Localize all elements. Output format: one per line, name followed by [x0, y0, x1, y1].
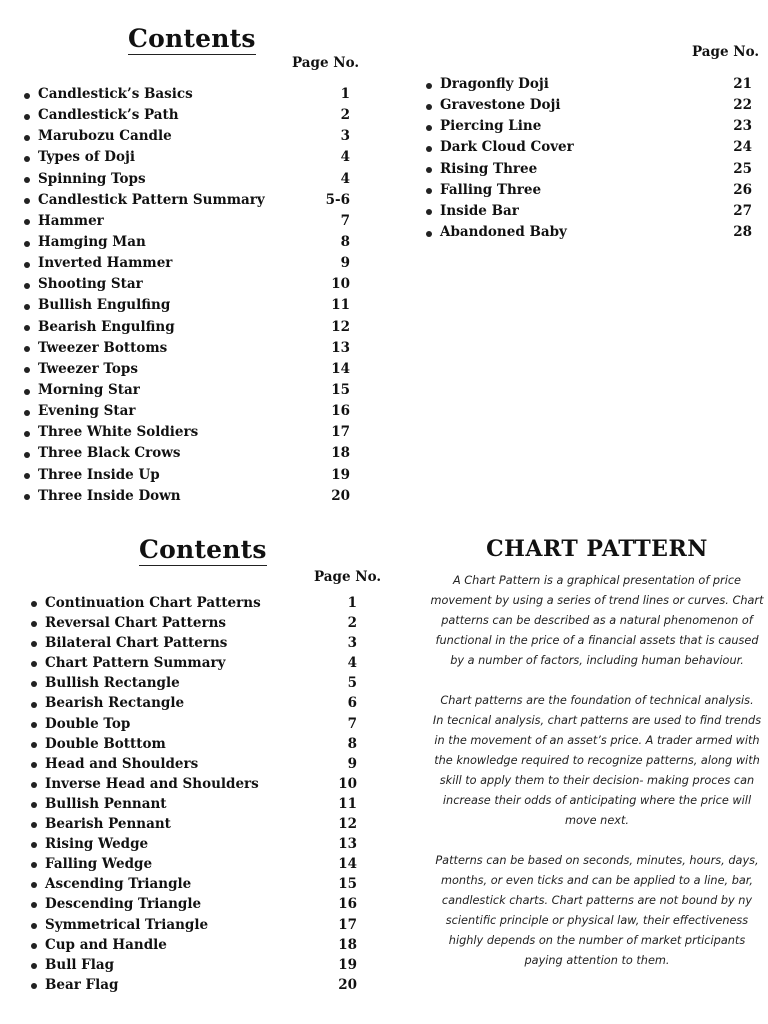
toc-entry [31, 956, 361, 976]
bullet-icon [426, 231, 432, 237]
chart-pattern-paragraph [424, 851, 768, 971]
paragraph-line: Patterns can be based on seconds, minutes, hours, days, [435, 854, 759, 867]
bullet-icon [24, 262, 30, 268]
bullet-icon [24, 410, 30, 416]
bullet-icon [24, 452, 30, 458]
bullet-icon [31, 902, 37, 908]
toc-entry [426, 75, 754, 96]
toc-entry [426, 181, 754, 202]
bullet-icon [426, 104, 432, 110]
bullet-icon [24, 367, 30, 373]
paragraph-line: candlestick charts. Chart patterns are not bound by ny [441, 894, 753, 907]
toc-entry [31, 895, 361, 915]
toc-entry-label: Inverse Head and Shoulders [45, 775, 259, 792]
paragraph-line: patterns can be described as a natural phenomenon of [441, 614, 753, 627]
toc-entry-page: 20 [331, 487, 350, 504]
paragraph-line: Chart patterns are the foundation of technical analysis. [440, 694, 754, 707]
toc-entry-page: 13 [338, 836, 357, 853]
toc-entry [31, 614, 361, 634]
toc-entry-page: 18 [338, 936, 357, 953]
toc-entry-page: 13 [331, 339, 350, 356]
bullet-icon [426, 125, 432, 131]
toc-entry-page: 26 [733, 181, 752, 198]
toc-entry-page: 8 [347, 735, 357, 752]
bullet-icon [31, 601, 37, 607]
toc-entry [24, 106, 360, 127]
toc-entry-label: Bullish Pennant [45, 795, 167, 812]
bullet-icon [31, 963, 37, 969]
toc-entry-label: Falling Wedge [45, 856, 153, 873]
paragraph-line: highly depends on the number of market prticipants [448, 934, 746, 947]
toc-entry [31, 654, 361, 674]
toc-entry [31, 855, 361, 875]
toc-entry-label: Falling Three [440, 181, 542, 198]
bullet-icon [24, 494, 30, 500]
toc-entry [24, 233, 360, 254]
bullet-icon [426, 167, 432, 173]
toc-entry [31, 815, 361, 835]
toc-entry-page: 16 [331, 403, 350, 420]
toc-entry [426, 96, 754, 117]
bullet-icon [31, 802, 37, 808]
toc-entry-page: 2 [347, 615, 357, 632]
toc-entry [31, 775, 361, 795]
toc-entry-label: Chart Pattern Summary [45, 655, 226, 672]
toc-entry [31, 735, 361, 755]
toc-entry [24, 275, 360, 296]
toc-entry [24, 296, 360, 317]
toc-entry [31, 674, 361, 694]
toc-entry [24, 402, 360, 423]
toc-entry-label: Rising Three [440, 160, 538, 177]
bullet-icon [24, 219, 30, 225]
toc-entry-label: Evening Star [38, 403, 136, 420]
toc-entry-page: 10 [331, 276, 350, 293]
paragraph-line: months, or even ticks and can be applied to a line, bar, [440, 874, 753, 887]
bullet-icon [31, 842, 37, 848]
toc-list-chart-patterns [31, 594, 361, 996]
toc-entry-page: 2 [340, 107, 350, 124]
toc-entry-label: Three Inside Up [38, 466, 160, 483]
toc-entry-label: Morning Star [38, 381, 140, 398]
paragraph-line: scientific principle or physical law, their effectiveness [445, 914, 749, 927]
toc-entry [24, 318, 360, 339]
toc-entry-label: Double Botttom [45, 735, 166, 752]
toc-entry [24, 381, 360, 402]
bullet-icon [24, 198, 30, 204]
bullet-icon [24, 283, 30, 289]
toc-entry-label: Bullish Rectangle [45, 675, 180, 692]
toc-entry-page: 28 [733, 223, 752, 240]
paragraph-line: skill to apply them to their decision- making proces can [439, 774, 755, 787]
contents-heading-2: Contents [139, 535, 267, 564]
toc-entry [24, 85, 360, 106]
toc-entry [31, 835, 361, 855]
toc-entry-page: 25 [733, 160, 752, 177]
bullet-icon [31, 641, 37, 647]
paragraph-line: increase their odds of anticipating where the price will [442, 794, 752, 807]
toc-entry [31, 795, 361, 815]
toc-entry-label: Marubozu Candle [38, 128, 172, 145]
toc-entry-page: 19 [338, 956, 357, 973]
toc-entry [31, 715, 361, 735]
toc-entry-label: Shooting Star [38, 276, 143, 293]
bullet-icon [31, 882, 37, 888]
toc-entry-page: 5 [347, 675, 357, 692]
chart-pattern-body [424, 571, 768, 991]
toc-entry [24, 170, 360, 191]
bullet-icon [426, 209, 432, 215]
toc-entry-page: 18 [331, 445, 350, 462]
bullet-icon [24, 346, 30, 352]
toc-entry-label: Inverted Hammer [38, 255, 173, 272]
page-no-header-3: Page No. [314, 569, 382, 585]
toc-entry [426, 160, 754, 181]
toc-entry [24, 423, 360, 444]
toc-entry-label: Cup and Handle [45, 936, 167, 953]
bullet-icon [24, 135, 30, 141]
toc-entry-label: Spinning Tops [38, 170, 146, 187]
toc-entry-page: 9 [347, 755, 357, 772]
toc-entry-page: 24 [733, 139, 752, 156]
chart-pattern-paragraph [424, 691, 768, 831]
bullet-icon [31, 943, 37, 949]
toc-entry-label: Rising Wedge [45, 836, 149, 853]
bullet-icon [31, 762, 37, 768]
bullet-icon [426, 188, 432, 194]
bullet-icon [31, 722, 37, 728]
toc-entry-label: Bull Flag [45, 956, 115, 973]
toc-entry-label: Abandoned Baby [440, 223, 567, 240]
toc-entry-label: Tweezer Tops [38, 360, 138, 377]
toc-entry-page: 22 [733, 97, 752, 114]
toc-entry [31, 634, 361, 654]
toc-entry-page: 21 [733, 76, 752, 92]
toc-entry [31, 594, 361, 614]
page-no-header-1: Page No. [292, 55, 360, 71]
toc-entry-page: 12 [331, 318, 350, 335]
toc-entry-page: 7 [347, 715, 357, 732]
toc-list-candlestick [24, 85, 360, 508]
toc-entry-page: 8 [340, 233, 350, 250]
chart-pattern-paragraph [424, 571, 768, 671]
toc-entry-page: 3 [340, 128, 350, 145]
bullet-icon [426, 83, 432, 89]
toc-entry-page: 17 [331, 424, 350, 441]
bullet-icon [31, 923, 37, 929]
toc-entry-label: Double Top [45, 715, 131, 732]
toc-entry [31, 694, 361, 714]
toc-entry-label: Bearish Rectangle [45, 695, 185, 712]
toc-list-candlestick-continued [426, 75, 754, 244]
toc-entry [24, 466, 360, 487]
toc-entry [24, 360, 360, 381]
paragraph-line: paying attention to them. [524, 954, 670, 967]
toc-entry [31, 875, 361, 895]
paragraph-line: move next. [565, 814, 629, 827]
bullet-icon [31, 822, 37, 828]
toc-entry-page: 17 [338, 916, 357, 933]
toc-entry-label: Reversal Chart Patterns [45, 615, 227, 632]
bullet-icon [31, 862, 37, 868]
toc-entry-label: Descending Triangle [45, 896, 202, 913]
toc-entry [24, 254, 360, 275]
contents-heading-1: Contents [128, 24, 256, 53]
toc-entry-page: 4 [347, 655, 357, 672]
toc-entry-label: Bear Flag [45, 976, 119, 993]
toc-entry [426, 138, 754, 159]
toc-entry-page: 6 [347, 695, 357, 712]
toc-entry-label: Continuation Chart Patterns [45, 595, 261, 611]
toc-entry-page: 5-6 [325, 191, 350, 208]
bullet-icon [31, 621, 37, 627]
bullet-icon [24, 177, 30, 183]
toc-entry-label: Bilateral Chart Patterns [45, 635, 228, 652]
toc-entry-label: Ascending Triangle [45, 876, 192, 893]
toc-entry-page: 1 [347, 595, 357, 611]
paragraph-line: In tecnical analysis, chart patterns are used to find trends [432, 714, 762, 727]
toc-entry-label: Gravestone Doji [440, 97, 561, 114]
bullet-icon [24, 389, 30, 395]
toc-entry-page: 10 [338, 775, 357, 792]
toc-entry-label: Hamging Man [38, 233, 146, 250]
toc-entry-label: Three White Soldiers [38, 424, 199, 441]
toc-entry-page: 16 [338, 896, 357, 913]
toc-entry [31, 936, 361, 956]
toc-entry [31, 976, 361, 996]
paragraph-line: in the movement of an asset’s price. A trader armed with [434, 734, 760, 747]
bullet-icon [426, 146, 432, 152]
paragraph-line: by a number of factors, including human behaviour. [450, 654, 744, 667]
toc-entry [426, 223, 754, 244]
toc-entry-label: Dark Cloud Cover [440, 139, 574, 156]
toc-entry-page: 12 [338, 816, 357, 833]
toc-entry [24, 487, 360, 508]
toc-entry-page: 20 [338, 976, 357, 993]
bullet-icon [31, 681, 37, 687]
toc-entry-label: Candlestick’s Basics [38, 86, 193, 102]
toc-entry-page: 27 [733, 202, 752, 219]
bullet-icon [31, 782, 37, 788]
bullet-icon [24, 473, 30, 479]
page-no-header-2: Page No. [692, 44, 760, 60]
toc-entry [24, 127, 360, 148]
toc-entry-page: 15 [331, 381, 350, 398]
toc-entry-label: Candlestick Pattern Summary [38, 191, 265, 208]
toc-entry [24, 148, 360, 169]
toc-entry-page: 4 [340, 149, 350, 166]
bullet-icon [31, 983, 37, 989]
toc-entry-page: 14 [338, 856, 357, 873]
toc-entry-page: 23 [733, 118, 752, 135]
toc-entry-page: 19 [331, 466, 350, 483]
toc-entry-label: Bullish Engulfing [38, 297, 171, 314]
toc-entry-label: Head and Shoulders [45, 755, 199, 772]
toc-entry-label: Bearish Engulfing [38, 318, 175, 335]
bullet-icon [31, 702, 37, 708]
toc-entry-label: Piercing Line [440, 118, 542, 135]
paragraph-line: movement by using a series of trend lines or curves. Chart [430, 594, 764, 607]
toc-entry-page: 11 [338, 795, 357, 812]
bullet-icon [24, 431, 30, 437]
toc-entry-label: Candlestick’s Path [38, 107, 179, 124]
toc-entry-label: Bearish Pennant [45, 816, 171, 833]
toc-entry [426, 117, 754, 138]
toc-entry [24, 444, 360, 465]
toc-entry-label: Hammer [38, 212, 104, 229]
bullet-icon [31, 742, 37, 748]
toc-entry-label: Types of Doji [38, 149, 135, 166]
toc-entry [24, 212, 360, 233]
paragraph-line: functional in the price of a financial assets that is caused [435, 634, 759, 647]
toc-entry-label: Tweezer Bottoms [38, 339, 168, 356]
toc-entry-page: 14 [331, 360, 350, 377]
toc-entry-label: Dragonfly Doji [440, 76, 549, 92]
chart-pattern-title: CHART PATTERN [486, 536, 708, 562]
toc-entry-label: Three Black Crows [38, 445, 181, 462]
toc-entry [24, 191, 360, 212]
bullet-icon [24, 93, 30, 99]
toc-entry-page: 15 [338, 876, 357, 893]
bullet-icon [24, 114, 30, 120]
toc-entry-page: 1 [340, 86, 350, 102]
bullet-icon [24, 241, 30, 247]
bullet-icon [24, 325, 30, 331]
toc-entry-page: 9 [340, 255, 350, 272]
toc-entry-page: 11 [331, 297, 350, 314]
paragraph-line: A Chart Pattern is a graphical presentation of price [452, 574, 742, 587]
bullet-icon [24, 156, 30, 162]
bullet-icon [31, 661, 37, 667]
toc-entry [31, 755, 361, 775]
toc-entry [426, 202, 754, 223]
toc-entry-label: Inside Bar [440, 202, 519, 219]
toc-entry-label: Symmetrical Triangle [45, 916, 209, 933]
paragraph-line: the knowledge required to recognize patterns, along with [434, 754, 760, 767]
toc-entry [31, 916, 361, 936]
toc-entry [24, 339, 360, 360]
toc-entry-page: 7 [340, 212, 350, 229]
toc-entry-label: Three Inside Down [38, 487, 181, 504]
toc-entry-page: 3 [347, 635, 357, 652]
bullet-icon [24, 304, 30, 310]
toc-entry-page: 4 [340, 170, 350, 187]
